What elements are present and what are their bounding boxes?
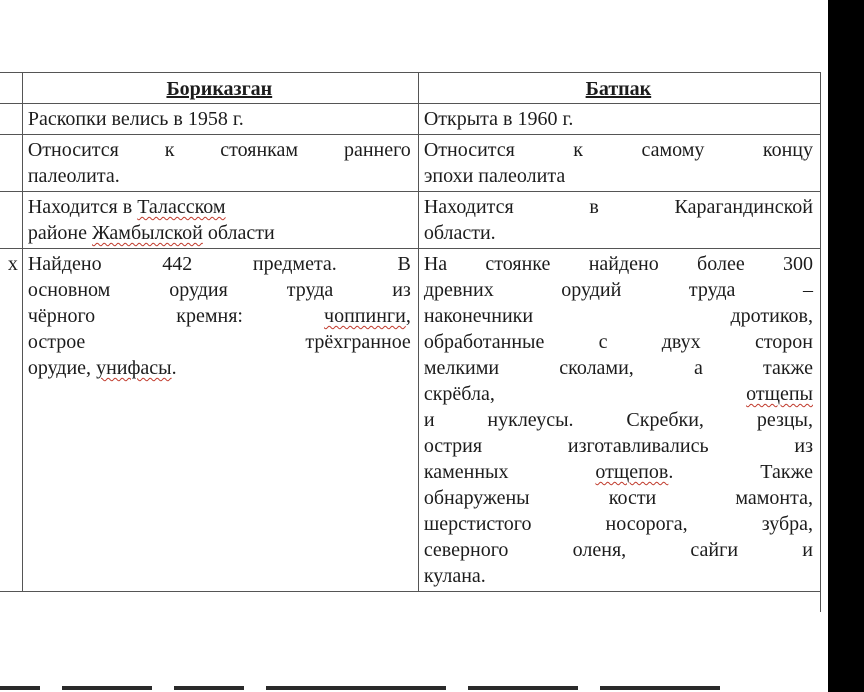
cell-text-line	[28, 220, 411, 246]
table-row	[0, 135, 821, 192]
spellcheck-word: отщепы	[746, 383, 813, 405]
header-borikazgan: Бориказган	[22, 73, 418, 104]
table-row-cutoff	[0, 592, 821, 613]
text-segment: области	[202, 222, 275, 244]
cell-text-line: области.	[423, 222, 496, 244]
cell-text-line: Относится к стоянкам раннего	[27, 139, 411, 161]
cell-text-line: древних орудий труда –	[423, 279, 813, 301]
cell-text-line	[28, 303, 411, 329]
cell-text-line: Находится в Карагандинской	[423, 196, 813, 218]
cell-text-line	[28, 194, 411, 220]
cell-borikazgan	[22, 104, 418, 135]
text-segment: ,	[405, 305, 411, 327]
cell-text-line: палеолита.	[27, 165, 120, 187]
text-segment: скрёбла,	[423, 383, 747, 405]
spellcheck-word: отщепов	[595, 461, 669, 483]
cell-text-line: острое трёхгранное	[27, 331, 411, 353]
cell-text-line: Открыта в 1960 г.	[423, 108, 574, 130]
cutoff-cell	[0, 592, 821, 613]
cell-text-line: На стоянке найдено более 300	[423, 253, 813, 275]
cell-batpak	[418, 249, 820, 592]
cell-batpak	[418, 104, 820, 135]
text-segment: чёрного кремня:	[27, 305, 325, 327]
row-left-cell	[0, 135, 22, 192]
cell-text-line	[424, 381, 813, 407]
table-row	[0, 249, 821, 592]
cell-text-line: шерстистого носорога, зубра,	[423, 513, 813, 535]
cell-text-line: Относится к самому концу	[423, 139, 813, 161]
text-segment: каменных	[423, 461, 596, 483]
text-segment: Находится в	[27, 196, 138, 218]
cutoff-text-fragment	[0, 684, 820, 692]
text-segment: орудие,	[27, 357, 97, 379]
text-fragment-mark	[266, 686, 446, 690]
text-segment: районе	[27, 222, 92, 244]
right-edge-bar	[828, 0, 864, 692]
row-left-cell: х	[0, 249, 22, 592]
table-row	[0, 192, 821, 249]
cell-batpak	[418, 192, 820, 249]
text-fragment-mark	[62, 686, 152, 690]
text-fragment-mark	[0, 686, 40, 690]
cell-text-line: Найдено 442 предмета. В	[27, 253, 411, 275]
cell-text-line: Раскопки велись в 1958 г.	[27, 108, 244, 130]
spellcheck-word: унифасы	[96, 357, 172, 379]
row-left-cell	[0, 192, 22, 249]
text-fragment-mark	[468, 686, 578, 690]
cell-text-line: обработанные с двух сторон	[423, 331, 813, 353]
cell-text-line: эпохи палеолита	[423, 165, 566, 187]
cell-text-line	[28, 355, 411, 381]
text-fragment-mark	[600, 686, 720, 690]
spellcheck-word: Жамбылской	[92, 222, 203, 244]
spellcheck-word: чоппинги	[324, 305, 406, 327]
comparison-table	[0, 72, 821, 612]
cell-text-line: мелкими сколами, а также	[423, 357, 813, 379]
text-fragment-mark	[174, 686, 244, 690]
cell-text-line	[424, 459, 813, 485]
text-segment: . Также	[668, 461, 814, 483]
row-left-cell	[0, 104, 22, 135]
cell-text-line: и нуклеусы. Скребки, резцы,	[423, 409, 813, 431]
header-batpak: Батпак	[418, 73, 820, 104]
cell-text-line: наконечники дротиков,	[423, 305, 813, 327]
cell-text-line: обнаружены кости мамонта,	[423, 487, 813, 509]
table-row	[0, 104, 821, 135]
cell-text-line: кулана.	[423, 565, 486, 587]
cell-text-line: острия изготавливались из	[423, 435, 813, 457]
cell-borikazgan	[22, 192, 418, 249]
cell-text-line: северного оленя, сайги и	[423, 539, 813, 561]
spellcheck-word: Таласском	[137, 196, 226, 218]
cell-borikazgan	[22, 249, 418, 592]
cell-text-line: основном орудия труда из	[27, 279, 411, 301]
text-segment: .	[171, 357, 177, 379]
header-row	[0, 73, 821, 104]
cell-batpak	[418, 135, 820, 192]
header-left-cell	[0, 73, 22, 104]
cell-borikazgan	[22, 135, 418, 192]
